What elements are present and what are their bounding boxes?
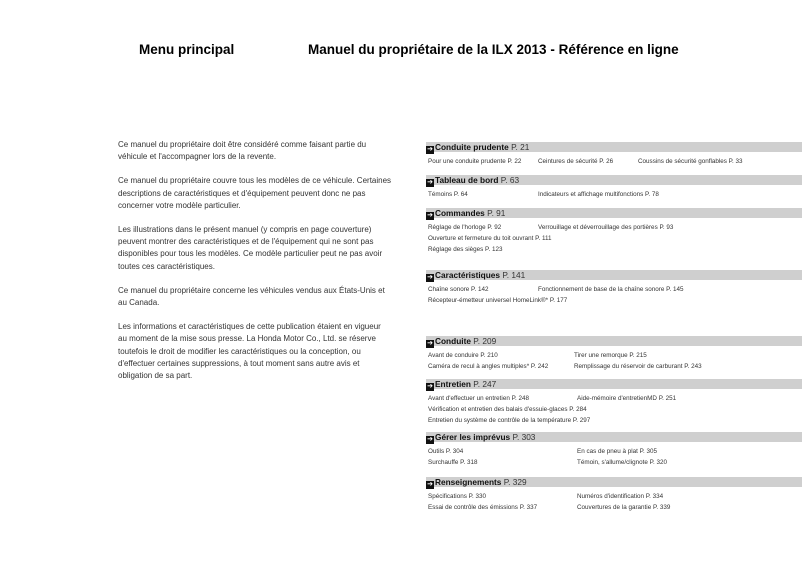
toc-link[interactable]: Indicateurs et affichage multifonctions P. 78 (538, 191, 659, 198)
toc-section (426, 270, 802, 306)
page-title: Manuel du propriétaire de la ILX 2013 - Référence en ligne (308, 42, 679, 57)
intro-line: concerner votre modèle particulier. (118, 200, 241, 210)
intro-line: disponibles pour tous les modèles. Ce modèle particulier peut ne pas avoir (118, 249, 383, 259)
intro-paragraph (118, 285, 418, 309)
toc-row (426, 284, 802, 295)
toc-link[interactable]: Verrouillage et déverrouillage des portières P. 93 (538, 224, 674, 231)
section-page: P. 141 (502, 270, 526, 280)
section-page: P. 209 (473, 336, 497, 346)
toc-link[interactable]: Ouverture et fermeture du toit ouvrant P. 111 (428, 235, 552, 243)
toc-link[interactable]: Réglage des sièges P. 123 (428, 246, 503, 254)
toc-link[interactable]: Pour une conduite prudente P. 22 (428, 158, 522, 165)
intro-paragraph (118, 139, 418, 163)
toc-link[interactable]: Réglage de l'horloge P. 92 (428, 224, 502, 231)
intro-line: Les informations et caractéristiques de cette publication étaient en vigueur (118, 322, 381, 332)
intro-line: Ce manuel du propriétaire concerne les véhicules vendus aux États-Unis et (118, 285, 385, 295)
toc-row (426, 415, 802, 426)
toc-section (426, 142, 802, 167)
intro-line: au moment de la mise sous presse. La Honda Motor Co., Ltd. se réserve (118, 334, 376, 344)
section-title: Entretien (435, 379, 471, 389)
section-page: P. 247 (473, 379, 497, 389)
intro-paragraph (118, 175, 418, 212)
toc-section (426, 208, 802, 256)
toc-link[interactable]: Témoin, s'allume/clignote P. 320 (577, 459, 667, 467)
toc-section (426, 432, 802, 468)
toc-row (426, 233, 802, 244)
toc-row (426, 457, 802, 468)
toc-row (426, 491, 802, 502)
toc-link[interactable]: Témoins P. 64 (428, 191, 468, 198)
toc-section (426, 175, 802, 200)
section-header-link[interactable] (426, 379, 802, 389)
toc-link[interactable]: En cas de pneu à plat P. 305 (577, 448, 658, 455)
intro-line: au Canada. (118, 298, 160, 308)
toc-link[interactable]: Avant d'effectuer un entretien P. 248 (428, 395, 529, 402)
section-page: P. 329 (503, 477, 527, 487)
arrow-right-icon: ➔ (427, 383, 433, 390)
toc-row (426, 222, 802, 233)
section-title: Gérer les imprévus (435, 432, 511, 442)
intro-line: d'effectuer certaines suppressions, à tout moment sans autre avis et (118, 358, 360, 368)
section-title: Renseignements (435, 477, 502, 487)
toc-link[interactable]: Fonctionnement de base de la chaîne sonore P. 145 (538, 286, 684, 293)
arrow-right-icon: ➔ (427, 481, 433, 488)
intro-line: peuvent montrer des caractéristiques et de l'équipement qui ne sont pas (118, 237, 374, 247)
section-page: P. 21 (511, 142, 530, 152)
intro-line: obligation de sa part. (118, 371, 193, 381)
toc-link[interactable]: Ceintures de sécurité P. 26 (538, 158, 614, 165)
toc-row (426, 295, 802, 306)
toc-link[interactable]: Numéros d'identification P. 334 (577, 493, 664, 500)
intro-line: descriptions de caractéristiques et d'équipement peuvent donc ne pas (118, 188, 366, 198)
section-title: Caractéristiques (435, 270, 501, 280)
arrow-right-icon: ➔ (427, 212, 433, 219)
toc-link[interactable]: Coussins de sécurité gonflables P. 33 (638, 158, 743, 165)
toc-row (426, 446, 802, 457)
toc-section (426, 336, 802, 372)
toc-row (426, 350, 802, 361)
section-page: P. 91 (487, 208, 506, 218)
section-page: P. 303 (512, 432, 536, 442)
toc-link[interactable]: Outils P. 304 (428, 448, 464, 455)
arrow-right-icon: ➔ (427, 274, 433, 281)
intro-text (118, 139, 418, 394)
arrow-right-icon: ➔ (427, 340, 433, 347)
toc-link[interactable]: Avant de conduire P. 210 (428, 352, 498, 359)
toc-row (426, 361, 802, 372)
intro-line: Ce manuel du propriétaire couvre tous les modèles de ce véhicule. Certaines (118, 176, 392, 186)
toc-section (426, 379, 802, 427)
toc-row (426, 393, 802, 404)
section-header-link[interactable] (426, 142, 802, 152)
section-title: Conduite (435, 336, 471, 346)
section-header-link[interactable] (426, 477, 802, 487)
toc-link[interactable]: Tirer une remorque P. 215 (574, 352, 647, 359)
arrow-right-icon: ➔ (427, 146, 433, 153)
toc-section (426, 477, 802, 513)
toc-link[interactable]: Récepteur-émetteur universel HomeLink®* P. 177 (428, 297, 568, 305)
section-title: Tableau de bord (435, 175, 499, 185)
toc-row (426, 502, 802, 513)
section-page: P. 63 (500, 175, 520, 185)
toc-link[interactable]: Spécifications P. 330 (428, 493, 486, 500)
main-menu-link[interactable]: Menu principal (139, 42, 235, 57)
intro-line: toutefois le droit de modifier les caractéristiques ou la conception, ou (118, 346, 361, 356)
toc-row (426, 156, 802, 167)
toc-link[interactable]: Entretien du système de contrôle de la température P. 297 (428, 417, 591, 425)
arrow-right-icon: ➔ (427, 179, 433, 186)
toc-row (426, 244, 802, 255)
toc-link[interactable]: Vérification et entretien des balais d'essuie-glaces P. 284 (428, 406, 587, 414)
section-title: Commandes (435, 208, 485, 218)
section-header-link[interactable] (426, 175, 802, 185)
arrow-right-icon: ➔ (427, 436, 433, 443)
intro-line: toutes ces caractéristiques. (118, 261, 215, 271)
toc-row (426, 404, 802, 415)
intro-line: véhicule et l'accompagner lors de la revente. (118, 152, 277, 162)
section-header-link[interactable] (426, 208, 802, 218)
toc-link[interactable]: Essai de contrôle des émissions P. 337 (428, 504, 538, 512)
intro-line: Ce manuel du propriétaire doit être considéré comme faisant partie du (118, 140, 367, 149)
toc-link[interactable]: Couvertures de la garantie P. 339 (577, 504, 671, 512)
toc-link[interactable]: Aide-mémoire d'entretienMD P. 251 (577, 395, 677, 402)
intro-paragraph (118, 224, 418, 273)
section-header-link[interactable] (426, 270, 802, 280)
toc-link[interactable]: Remplissage du réservoir de carburant P. 243 (574, 363, 702, 371)
section-header-link[interactable] (426, 432, 802, 442)
toc-link[interactable]: Caméra de recul à angles multiples* P. 242 (428, 363, 549, 371)
intro-paragraph (118, 321, 418, 382)
section-title: Conduite prudente (435, 142, 509, 152)
toc-link[interactable]: Chaîne sonore P. 142 (428, 286, 489, 293)
section-header-link[interactable] (426, 336, 802, 346)
toc-row (426, 189, 802, 200)
intro-line: Les illustrations dans le présent manuel (y compris en page couverture) (118, 225, 372, 235)
toc-link[interactable]: Surchauffe P. 318 (428, 459, 478, 467)
